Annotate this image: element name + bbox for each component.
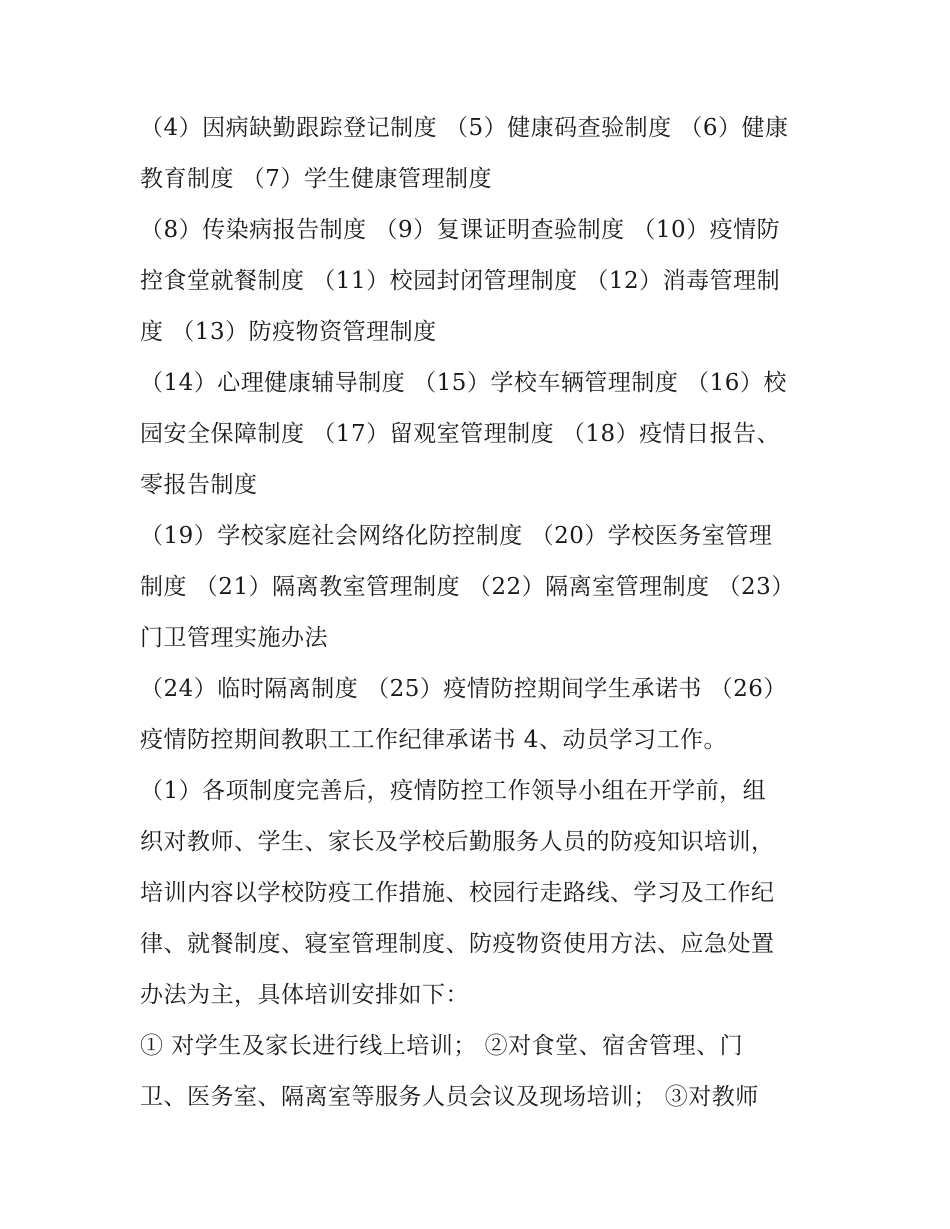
text-line: 卫、医务室、隔离室等服务人员会议及现场培训； ③对教师 [140,1084,759,1110]
text-line: 织对教师、学生、家长及学校后勤服务人员的防疫知识培训， [140,829,775,855]
text-line: 园安全保障制度 （17）留观室管理制度 （18）疫情日报告、 [140,421,781,447]
text-line: 律、就餐制度、寝室管理制度、防疫物资使用方法、应急处置 [140,931,775,957]
document-body [140,103,820,1123]
text-line: （8）传染病报告制度 （9）复课证明查验制度 （10）疫情防 [140,217,781,243]
text-line: 办法为主，具体培训安排如下： [140,982,469,1008]
text-line: 度 （13）防疫物资管理制度 [140,319,437,345]
text-line: 制度 （21）隔离教室管理制度 （22）隔离室管理制度 （23） [140,574,795,600]
text-line: （19）学校家庭社会网络化防控制度 （20）学校医务室管理 [140,523,773,549]
text-line: 培训内容以学校防疫工作措施、校园行走路线、学习及工作纪 [140,880,775,906]
text-line: 门卫管理实施办法 [140,625,328,651]
text-line: 疫情防控期间教职工工作纪律承诺书 4、动员学习工作。 [140,727,727,753]
text-line: 教育制度 （7）学生健康管理制度 [140,166,492,192]
text-line: ① 对学生及家长进行线上培训； ②对食堂、宿舍管理、门 [140,1033,744,1059]
text-line: 控食堂就餐制度 （11）校园封闭管理制度 （12）消毒管理制 [140,268,781,294]
text-line: 零报告制度 [140,472,258,498]
text-line: （24）临时隔离制度 （25）疫情防控期间学生承诺书 （26） [140,676,787,702]
text-line: （4）因病缺勤跟踪登记制度 （5）健康码查验制度 （6）健康 [140,115,789,141]
text-line: （14）心理健康辅导制度 （15）学校车辆管理制度 （16）校 [140,370,787,396]
text-line: （1）各项制度完善后，疫情防控工作领导小组在开学前，组 [140,778,767,804]
